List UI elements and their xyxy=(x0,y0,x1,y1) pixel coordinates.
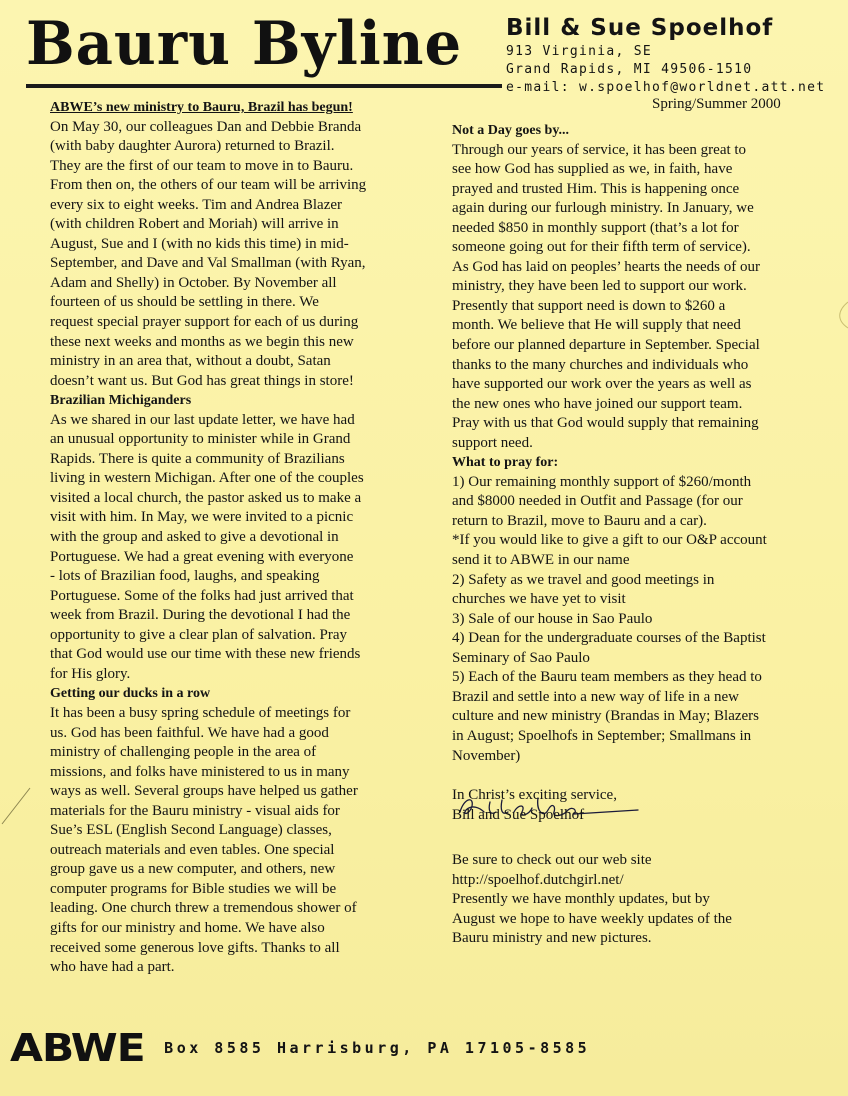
prayer-list xyxy=(452,473,804,766)
text-line: these next weeks and months as we begin this new xyxy=(50,333,354,350)
text-line: 1) Our remaining monthly support of $260/month xyxy=(452,473,752,490)
text-line: week from Brazil. During the devotional I had the xyxy=(50,607,351,624)
right-column xyxy=(452,121,804,949)
text-line: for His glory. xyxy=(50,665,131,682)
text-line: Pray with us that God would supply that remaining xyxy=(452,415,759,432)
text-line: November) xyxy=(452,747,521,764)
text-line: Be sure to check out our web site xyxy=(452,852,652,869)
text-line: visit with him. In May, we were invited to a picnic xyxy=(50,509,354,526)
text-line: doesn’t want us. But God has great things in store! xyxy=(50,372,354,389)
text-line: 2) Safety as we travel and good meetings in xyxy=(452,571,715,588)
text-line: August, Sue and I (with no kids this time) in mid- xyxy=(50,235,349,252)
text-line: return to Brazil, move to Bauru and a car). xyxy=(452,512,707,529)
text-line: thanks to the many churches and individuals who xyxy=(452,356,749,373)
text-line: visited a local church, the pastor asked us to make a xyxy=(50,489,362,506)
text-line: As we shared in our last update letter, we have had xyxy=(50,411,355,428)
contact-block xyxy=(506,16,836,97)
text-line: churches we have yet to visit xyxy=(452,591,626,608)
text-line: ministry, they have been led to support our work. xyxy=(452,278,747,295)
text-line: computer programs for Bible studies we will be xyxy=(50,880,337,897)
text-line: who have had a part. xyxy=(50,959,175,976)
street-address: 913 Virginia, SE xyxy=(506,44,653,60)
text-line: *If you would like to give a gift to our O&P account xyxy=(452,532,767,549)
text-line: the new ones who have joined our support team. xyxy=(452,395,743,412)
text-line: It has been a busy spring schedule of meetings for xyxy=(50,704,351,721)
footer-address: Box 8585 Harrisburg, PA 17105-8585 xyxy=(164,1039,591,1057)
paragraph-web-site xyxy=(452,851,804,949)
section-heading-ducks-in-a-row: Getting our ducks in a row xyxy=(50,686,211,702)
text-line: materials for the Bauru ministry - visual aids for xyxy=(50,802,340,819)
footer xyxy=(10,1026,830,1070)
abwe-logo: ABWE xyxy=(10,1026,145,1070)
text-line: received some generous love gifts. Thanks to all xyxy=(50,939,340,956)
text-line: send it to ABWE in our name xyxy=(452,552,630,569)
email-address: e-mail: w.spoelhof@worldnet.att.net xyxy=(506,80,826,96)
city-address: Grand Rapids, MI 49506-1510 xyxy=(506,62,753,78)
text-line: They are the first of our team to move in to Bauru. xyxy=(50,157,354,174)
text-line: needed $850 in monthly support (that’s a lot for xyxy=(452,219,739,236)
text-line: request special prayer support for each of us during xyxy=(50,314,359,331)
text-line: outreach materials and even tables. One special xyxy=(50,841,335,858)
text-line: 4) Dean for the undergraduate courses of the Baptist xyxy=(452,630,766,647)
text-line: - lots of Brazilian food, laughs, and speaking xyxy=(50,568,320,585)
text-line: again during our furlough ministry. In January, we xyxy=(452,200,754,217)
paragraph-not-a-day xyxy=(452,141,804,454)
text-line: On May 30, our colleagues Dan and Debbie Branda xyxy=(50,118,362,135)
text-line: 3) Sale of our house in Sao Paulo xyxy=(452,610,653,627)
paper-fold-mark xyxy=(824,300,848,330)
paragraph-brazilian-michiganders xyxy=(50,411,434,685)
text-line: see how God has supplied as we, in faith, have xyxy=(452,161,733,178)
text-line: with the group and asked to give a devotional in xyxy=(50,529,339,546)
masthead-rule xyxy=(26,84,502,88)
text-line: support need. xyxy=(452,434,533,451)
section-heading-what-to-pray-for: What to pray for: xyxy=(452,455,559,471)
section-heading-not-a-day: Not a Day goes by... xyxy=(452,123,570,138)
text-line: Brazil and settle into a new way of life in a new xyxy=(452,688,739,705)
text-line: September, and Dave and Val Smallman (with Ryan, xyxy=(50,255,366,272)
text-line: an unusual opportunity to minister while in Grand xyxy=(50,431,351,448)
text-line: that God would use our time with these new friends xyxy=(50,646,361,663)
text-line: gifts for our ministry and home. We have also xyxy=(50,919,325,936)
text-line: http://spoelhof.dutchgirl.net/ xyxy=(452,871,624,888)
paragraph-ducks-in-a-row xyxy=(50,704,434,978)
text-line: Adam and Shelly) in October. By November all xyxy=(50,274,337,291)
section-heading-new-ministry: ABWE’s new ministry to Bauru, Brazil has begun! xyxy=(50,100,353,115)
text-line: Presently that support need is down to $260 a xyxy=(452,297,726,314)
issue-date: Spring/Summer 2000 xyxy=(652,96,781,112)
signature-block xyxy=(452,806,804,826)
text-line: Seminary of Sao Paulo xyxy=(452,649,590,666)
text-line: missions, and folks have ministered to us in many xyxy=(50,763,350,780)
text-line: living in western Michigan. After one of the couples xyxy=(50,470,364,487)
text-line: ministry in an area that, without a doubt, Satan xyxy=(50,353,331,370)
text-line: leading. One church threw a tremendous shower of xyxy=(50,900,357,917)
text-line: 5) Each of the Bauru team members as they head to xyxy=(452,669,762,686)
paper-crease-mark xyxy=(0,786,34,826)
text-line: month. We believe that He will supply that need xyxy=(452,317,741,334)
left-column xyxy=(50,98,434,978)
text-line: Presently we have monthly updates, but by xyxy=(452,891,710,908)
text-line: prayed and trusted Him. This is happening once xyxy=(452,180,740,197)
text-line: (with children Robert and Moriah) will arrive in xyxy=(50,216,339,233)
text-line: opportunity to give a clear plan of salvation. Pray xyxy=(50,626,348,643)
text-line: ways as well. Several groups have helped us gather xyxy=(50,783,358,800)
text-line: As God has laid on peoples’ hearts the needs of our xyxy=(452,258,760,275)
signer-names: Bill and Sue Spoelhof xyxy=(452,806,585,823)
text-line: fourteen of us should be settling in there. We xyxy=(50,294,319,311)
masthead-title: Bauru Byline xyxy=(26,9,463,79)
text-line: in August; Spoelhofs in September; Smallmans in xyxy=(452,727,752,744)
text-line: Through our years of service, it has been great to xyxy=(452,141,747,158)
text-line: us. God has been faithful. We have had a good xyxy=(50,724,329,741)
text-line: ministry of challenging people in the area of xyxy=(50,744,317,761)
text-line: Bauru ministry and new pictures. xyxy=(452,930,652,947)
text-line: before our planned departure in September. Special xyxy=(452,337,760,354)
text-line: culture and new ministry (Brandas in May; Blazers xyxy=(452,708,760,725)
text-line: and $8000 needed in Outfit and Passage (for our xyxy=(452,493,743,510)
closing-line: In Christ’s exciting service, xyxy=(452,787,617,804)
text-line: August we hope to have weekly updates of the xyxy=(452,910,732,927)
text-line: Sue’s ESL (English Second Language) classes, xyxy=(50,822,332,839)
section-heading-brazilian-michiganders: Brazilian Michiganders xyxy=(50,393,192,409)
text-line: every six to eight weeks. Tim and Andrea Blazer xyxy=(50,196,343,213)
text-line: group gave us a new computer, and others, new xyxy=(50,861,336,878)
text-line: (with baby daughter Aurora) returned to Brazil. xyxy=(50,138,335,155)
sender-names: Bill & Sue Spoelhof xyxy=(506,15,774,41)
text-line: someone going out for their fifth term of service). xyxy=(452,239,751,256)
paragraph-new-ministry xyxy=(50,118,434,392)
text-line: Portuguese. We had a great evening with everyone xyxy=(50,548,354,565)
text-line: Portuguese. Some of the folks had just arrived that xyxy=(50,587,354,604)
text-line: From then on, the others of our team will be arriving xyxy=(50,177,367,194)
text-line: Rapids. There is quite a community of Brazilians xyxy=(50,450,345,467)
text-line: have supported our work over the years as well as xyxy=(452,376,752,393)
